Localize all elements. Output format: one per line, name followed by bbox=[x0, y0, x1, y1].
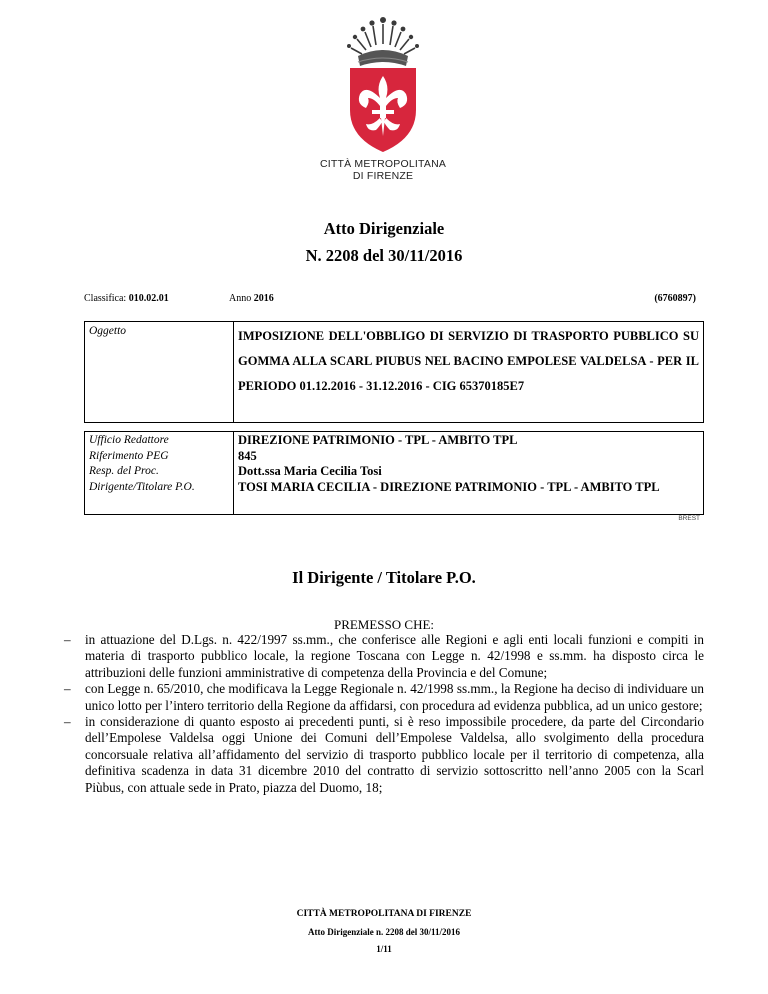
footer-act-reference: Atto Dirigenziale n. 2208 del 30/11/2016 bbox=[308, 927, 460, 937]
oggetto-table bbox=[84, 321, 704, 423]
oggetto-label: Oggetto bbox=[85, 322, 234, 423]
footer-page-number: 1/11 bbox=[376, 944, 392, 954]
premesso-list bbox=[62, 632, 704, 796]
florence-lily-crest-icon bbox=[328, 14, 438, 154]
document-title: Atto Dirigenziale bbox=[323, 219, 445, 238]
resp-proc-value: Dott.ssa Maria Cecilia Tosi bbox=[238, 464, 382, 478]
resp-proc-label: Resp. del Proc. bbox=[89, 465, 159, 477]
ufficio-redattore-value: DIREZIONE PATRIMONIO - TPL - AMBITO TPL bbox=[238, 433, 518, 447]
stamp-code: BREST bbox=[678, 515, 700, 522]
dirigente-value: TOSI MARIA CECILIA - DIREZIONE PATRIMONIO - TPL - AMBITO TPL bbox=[238, 479, 660, 494]
city-logo bbox=[318, 14, 448, 190]
ufficio-values bbox=[234, 432, 704, 515]
riferimento-peg-label: Riferimento PEG bbox=[89, 449, 169, 462]
anno-label: Anno bbox=[229, 293, 252, 304]
ufficio-redattore-label: Ufficio Redattore bbox=[89, 434, 169, 446]
document-code: (6760897) bbox=[654, 293, 696, 304]
footer-organization: CITTÀ METROPOLITANA DI FIRENZE bbox=[296, 909, 472, 919]
document-number: N. 2208 del 30/11/2016 bbox=[305, 246, 463, 265]
dirigente-heading: Il Dirigente / Titolare P.O. bbox=[292, 568, 476, 587]
riferimento-peg-value: 845 bbox=[238, 448, 257, 463]
anno-value: 2016 bbox=[253, 293, 274, 304]
anno bbox=[229, 293, 274, 304]
classifica bbox=[84, 293, 169, 304]
logo-caption-line1: CITTÀ METROPOLITANA bbox=[319, 158, 447, 170]
logo-caption-line2: DI FIRENZE bbox=[352, 170, 414, 182]
classifica-value: 010.02.01 bbox=[128, 293, 169, 304]
list-item: – con Legge n. 65/2010, che modificava la Legge Regionale n. 42/1998 ss.mm., la Regione ha deciso di individuare un unico lotto per l’intero territorio della Regione da affidarsi, con procedura ad evidenza pubblica, ad un unico gestore; bbox=[64, 681, 704, 713]
classifica-label: Classifica: bbox=[84, 293, 127, 304]
dirigente-label: Dirigente/Titolare P.O. bbox=[89, 480, 195, 493]
oggetto-text: IMPOSIZIONE DELL'OBBLIGO DI SERVIZIO DI TRASPORTO PUBBLICO SU GOMMA ALLA SCARL PIUBUS NEL BACINO EMPOLESE VALDELSA - PER IL PERIODO 01.12.2016 - 31.12.2016 - CIG 65370185E7 bbox=[234, 322, 704, 423]
premesso-heading: PREMESSO CHE: bbox=[333, 617, 435, 632]
ufficio-table bbox=[84, 431, 704, 515]
list-item: – in attuazione del D.Lgs. n. 422/1997 ss.mm., che conferisce alle Regioni e agli enti locali funzioni e compiti in materia di trasporto pubblico locale, la regione Toscana con Legge n. 42/1998 e ss.mm. ha disposto circa le attribuzioni delle funzioni amministrative di competenza della Provincia e del Comune; bbox=[64, 632, 704, 680]
list-item: – in considerazione di quanto esposto ai precedenti punti, si è reso impossibile procedere, da parte del Circondario dell’Empolese Valdelsa oggi Unione dei Comuni dell’Empolese Valdelsa, allo svolgimento della procedura concorsuale relativa all’affidamento del servizio di trasporto pubblico locale per il territorio di competenza, alla definitiva scadenza in data 31 dicembre 2010 del contratto di servizio sottoscritto nell’anno 2005 con la Scarl Piùbus, con attuale sede in Prato, piazza del Duomo, 18; bbox=[64, 714, 704, 795]
ufficio-labels bbox=[85, 432, 234, 515]
